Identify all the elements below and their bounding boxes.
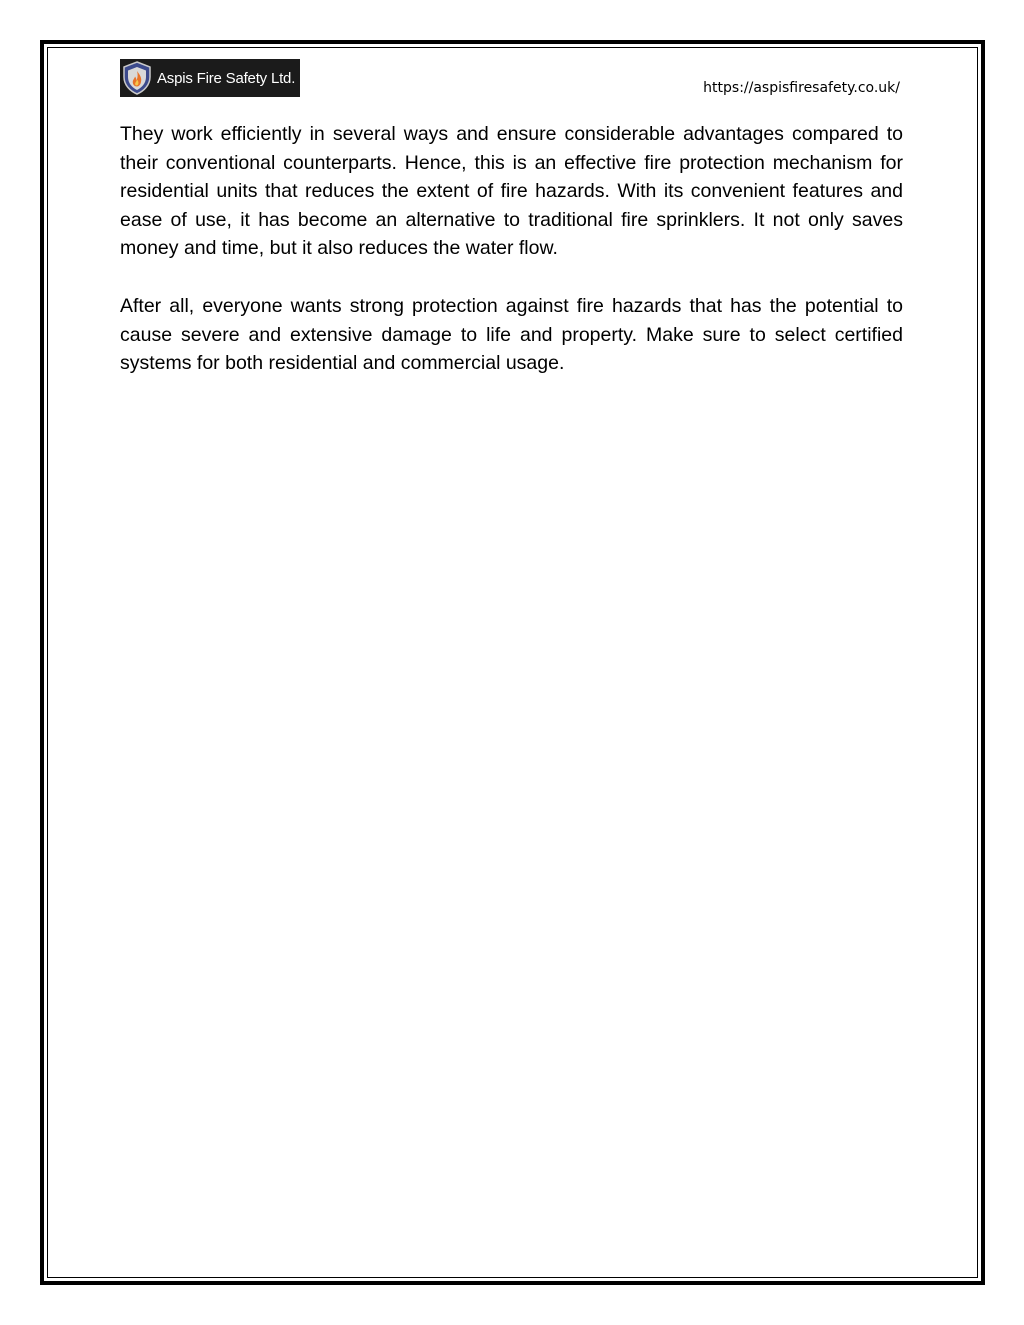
paragraph: They work efficiently in several ways and ensure considerable advantages compared to their conventional counterparts. Hence, this is an effective fire protection mechanism for residential units that reduces the extent of fire hazards. With its convenient features and ease of use, it has become an alternative to traditional fire sprinklers. It not only saves money and time, but it also reduces the water flow. xyxy=(120,123,903,260)
shield-flame-icon xyxy=(122,61,152,95)
company-logo xyxy=(120,59,300,97)
logo-text: Aspis Fire Safety Ltd. xyxy=(157,69,296,87)
document-body xyxy=(120,120,903,407)
site-url[interactable]: https://aspisfiresafety.co.uk/ xyxy=(703,80,900,96)
paragraph: After all, everyone wants strong protection against fire hazards that has the potential to cause severe and extensive damage to life and property. Make sure to select certified systems for both residential and commercial usage. xyxy=(120,294,903,375)
